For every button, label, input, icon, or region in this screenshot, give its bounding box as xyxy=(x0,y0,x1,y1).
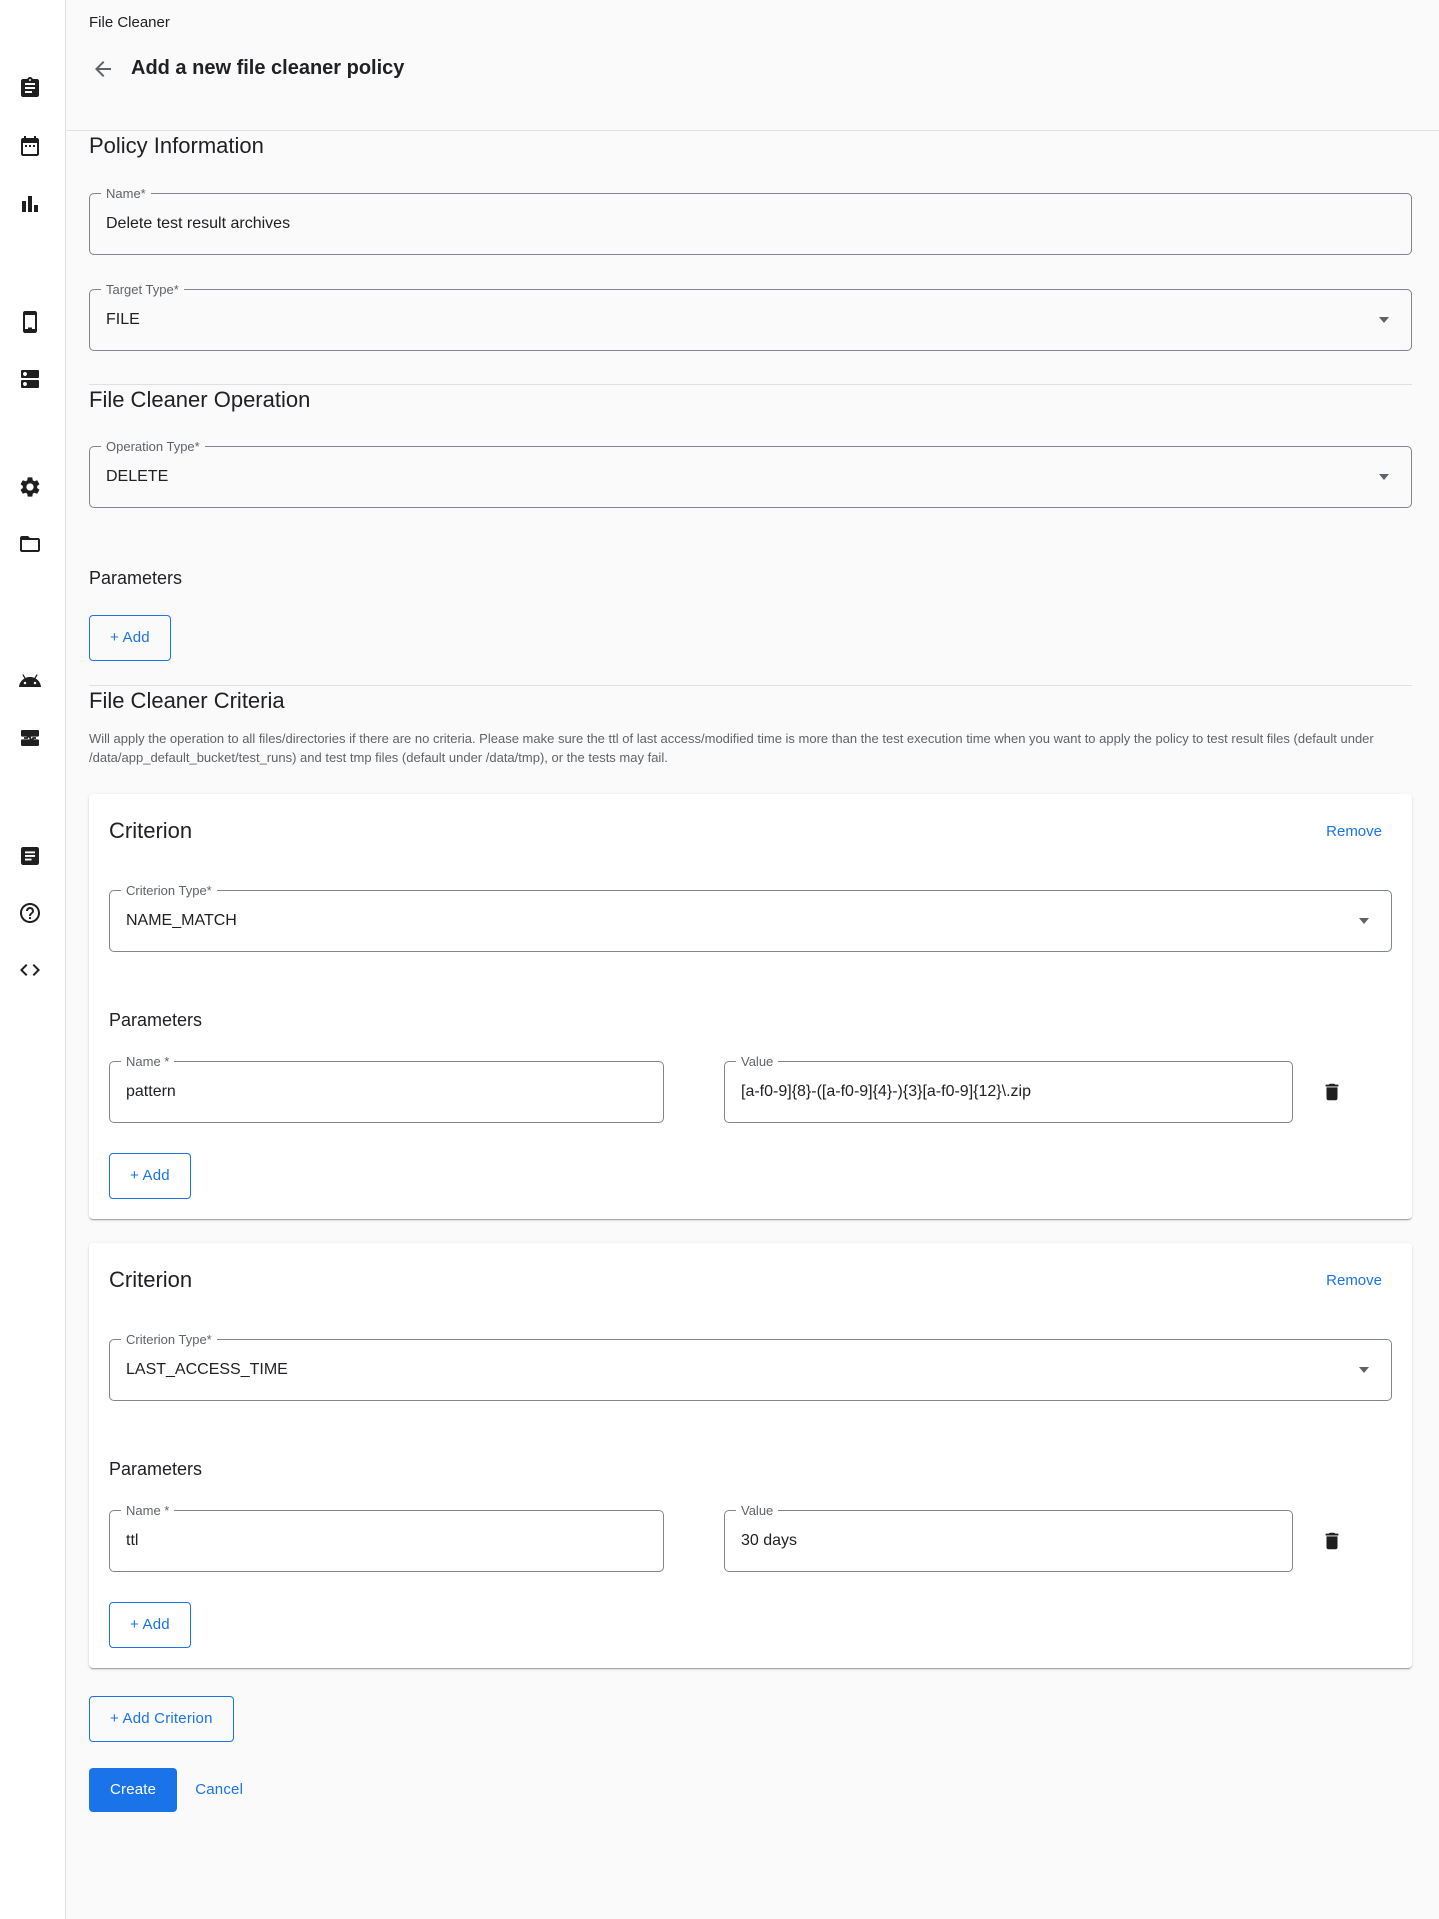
monitor-pulse-icon[interactable] xyxy=(18,726,42,750)
chevron-down-icon xyxy=(1359,1367,1369,1373)
param-value-value: 30 days xyxy=(741,1532,798,1549)
policy-name-label: Name* xyxy=(101,186,151,201)
param-name-label: Name * xyxy=(121,1054,174,1069)
folder-icon[interactable] xyxy=(18,532,42,556)
criterion-title: Criterion xyxy=(109,1267,193,1292)
calendar-icon[interactable] xyxy=(18,134,42,158)
param-value-value: [a-f0-9]{8}-([a-f0-9]{4}-){3}[a-f0-9]{12}\.zip xyxy=(741,1083,1031,1100)
criterion-type-label: Criterion Type* xyxy=(121,1332,217,1347)
param-name-label: Name * xyxy=(121,1503,174,1518)
android-icon[interactable] xyxy=(18,669,42,693)
delete-parameter-button[interactable] xyxy=(1317,1077,1347,1107)
article-icon[interactable] xyxy=(18,844,42,868)
chevron-down-icon xyxy=(1379,317,1389,323)
remove-criterion-link[interactable]: Remove xyxy=(1326,823,1392,840)
operation-parameters-heading: Parameters xyxy=(89,568,183,588)
param-name-field[interactable] xyxy=(109,1503,664,1572)
param-value-label: Value xyxy=(736,1054,778,1069)
target-type-label: Target Type* xyxy=(101,282,184,297)
criterion-card xyxy=(89,794,1412,1219)
criteria-description: Will apply the operation to all files/directories if there are no criteria. Please make sure the ttl of last access/modified time is more than the test execution time when you want to apply the policy to test result files (default under /data/app_default_bucket/test_runs) and test tmp files (default under /data/tmp), or the tests may fail. xyxy=(89,731,1374,765)
policy-name-field[interactable] xyxy=(89,186,1412,255)
create-button[interactable]: Create xyxy=(89,1768,177,1812)
criterion-type-select[interactable] xyxy=(109,1332,1392,1401)
criteria-heading: File Cleaner Criteria xyxy=(89,688,285,713)
criterion-title: Criterion xyxy=(109,818,193,843)
chevron-down-icon xyxy=(1379,474,1389,480)
param-value-field[interactable] xyxy=(724,1054,1293,1123)
param-value-field[interactable] xyxy=(724,1503,1293,1572)
code-icon[interactable] xyxy=(18,958,42,982)
operation-type-value: DELETE xyxy=(106,468,169,485)
criterion-parameters-heading: Parameters xyxy=(109,1459,203,1479)
trash-icon xyxy=(1321,1081,1343,1103)
bar-chart-icon[interactable] xyxy=(18,192,42,216)
add-parameter-button[interactable]: + Add xyxy=(109,1153,191,1199)
arrow-back-icon xyxy=(91,57,115,81)
delete-parameter-button[interactable] xyxy=(1317,1526,1347,1556)
param-name-value: pattern xyxy=(126,1083,176,1100)
add-parameter-button[interactable]: + Add xyxy=(109,1602,191,1648)
criterion-type-select[interactable] xyxy=(109,883,1392,952)
help-icon[interactable] xyxy=(18,901,42,925)
target-type-value: FILE xyxy=(106,311,140,328)
cancel-button[interactable]: Cancel xyxy=(183,1768,255,1812)
operation-type-label: Operation Type* xyxy=(101,439,205,454)
app-title: File Cleaner xyxy=(89,14,170,31)
param-value-label: Value xyxy=(736,1503,778,1518)
param-name-value: ttl xyxy=(126,1532,139,1549)
criterion-type-value: LAST_ACCESS_TIME xyxy=(126,1361,288,1378)
policy-name-value: Delete test result archives xyxy=(106,215,291,232)
param-name-field[interactable] xyxy=(109,1054,664,1123)
add-parameter-button[interactable]: + Add xyxy=(89,615,171,661)
settings-icon[interactable] xyxy=(18,475,42,499)
criterion-type-label: Criterion Type* xyxy=(121,883,217,898)
remove-criterion-link[interactable]: Remove xyxy=(1326,1272,1392,1289)
policy-information-heading: Policy Information xyxy=(89,133,264,158)
criterion-card xyxy=(89,1243,1412,1668)
smartphone-icon[interactable] xyxy=(18,310,42,334)
clipboard-icon[interactable] xyxy=(18,76,42,100)
target-type-select[interactable] xyxy=(89,282,1412,351)
trash-icon xyxy=(1321,1530,1343,1552)
storage-icon[interactable] xyxy=(18,367,42,391)
add-criterion-button[interactable]: + Add Criterion xyxy=(89,1696,234,1742)
operation-heading: File Cleaner Operation xyxy=(89,387,311,412)
back-button[interactable] xyxy=(89,55,117,83)
criterion-parameters-heading: Parameters xyxy=(109,1010,203,1030)
chevron-down-icon xyxy=(1359,918,1369,924)
operation-type-select[interactable] xyxy=(89,439,1412,508)
criterion-type-value: NAME_MATCH xyxy=(126,912,237,929)
page-title: Add a new file cleaner policy xyxy=(131,57,405,80)
page-header xyxy=(67,0,1439,131)
app-sidebar xyxy=(0,0,66,1919)
